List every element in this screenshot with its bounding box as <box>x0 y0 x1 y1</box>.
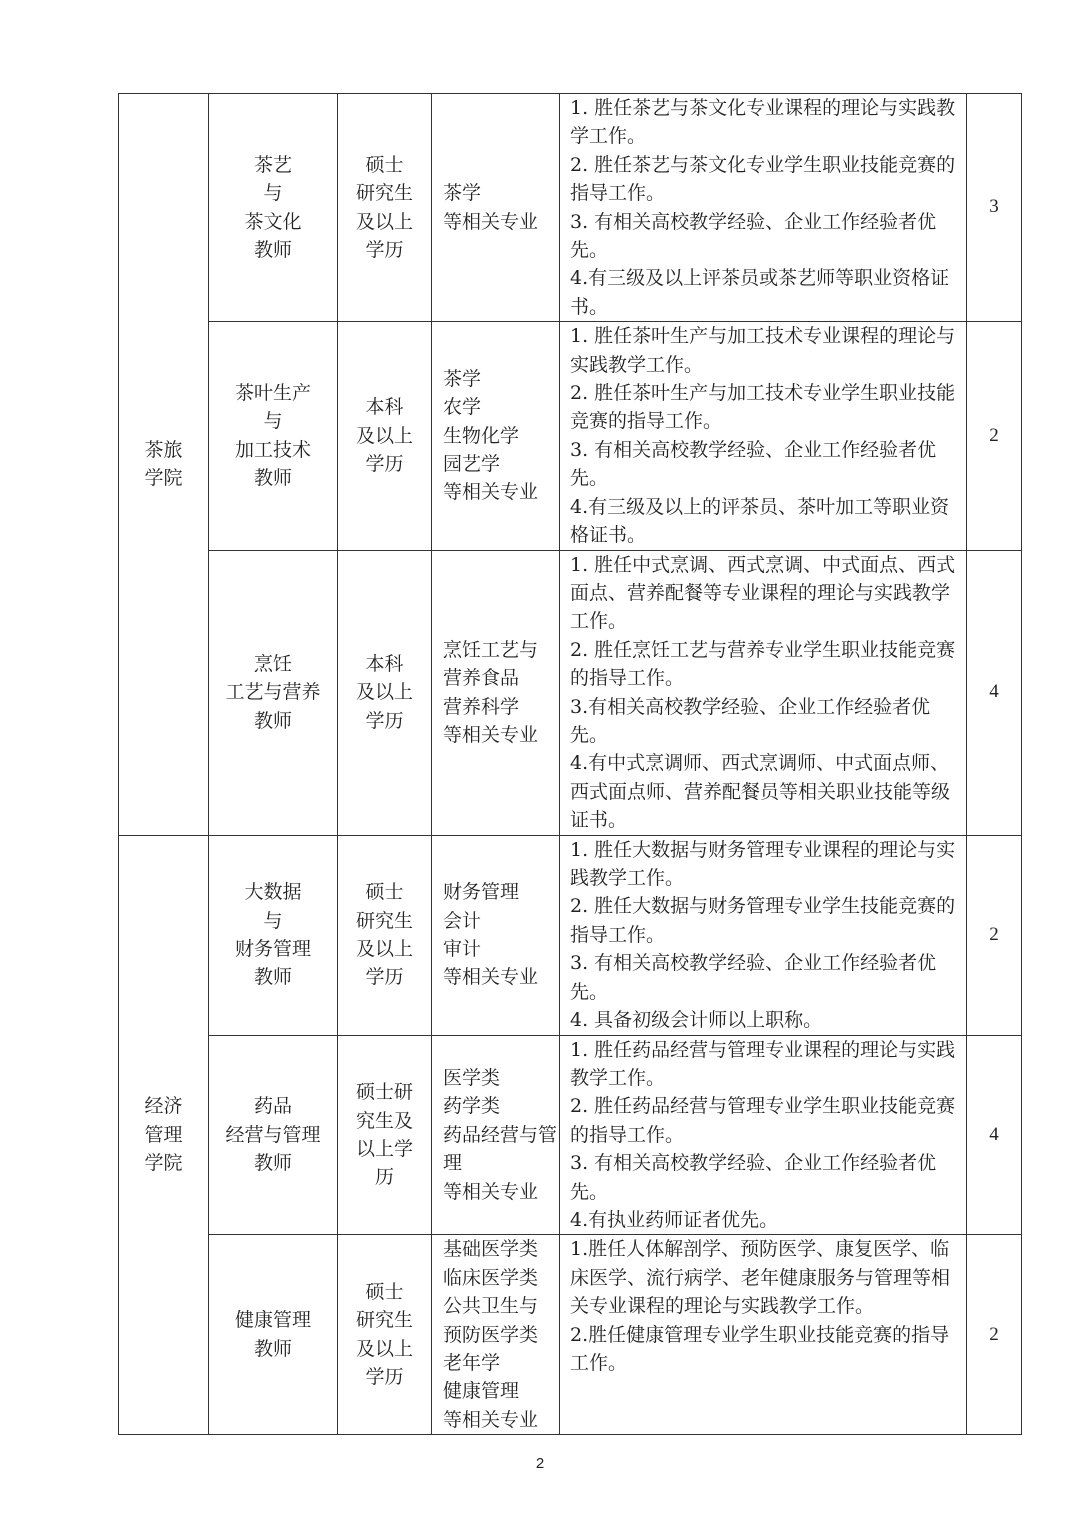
headcount-cell: 4 <box>967 1035 1022 1235</box>
education-cell: 硕士 研究生 及以上 学历 <box>338 1235 432 1435</box>
table-row <box>119 94 1022 322</box>
headcount-cell: 2 <box>967 1235 1022 1435</box>
table-row <box>119 1035 1022 1235</box>
major-cell: 医学类 药学类 药品经营与管 理 等相关专业 <box>432 1035 560 1235</box>
education-cell: 本科 及以上 学历 <box>338 550 432 835</box>
position-cell: 药品 经营与管理 教师 <box>209 1035 338 1235</box>
major-cell: 茶学 农学 生物化学 园艺学 等相关专业 <box>432 322 560 550</box>
position-cell: 健康管理 教师 <box>209 1235 338 1435</box>
education-cell: 硕士 研究生 及以上 学历 <box>338 94 432 322</box>
table-row <box>119 322 1022 550</box>
table-row <box>119 550 1022 835</box>
position-cell: 茶艺 与 茶文化 教师 <box>209 94 338 322</box>
requirements-cell: 1. 胜任大数据与财务管理专业课程的理论与实践教学工作。 2. 胜任大数据与财务管理专业学生技能竞赛的指导工作。 3. 有相关高校教学经验、企业工作经验者优先。 4. 具备初级会计师以上职称。 <box>560 835 967 1035</box>
recruitment-table <box>118 93 1022 1435</box>
headcount-cell: 4 <box>967 550 1022 835</box>
table-row <box>119 1235 1022 1435</box>
headcount-cell: 2 <box>967 835 1022 1035</box>
requirements-cell: 1.胜任人体解剖学、预防医学、康复医学、临床医学、流行病学、老年健康服务与管理等相关专业课程的理论与实践教学工作。 2.胜任健康管理专业学生职业技能竞赛的指导工作。 <box>560 1235 967 1435</box>
department-cell: 茶旅 学院 <box>119 94 209 836</box>
major-cell: 茶学 等相关专业 <box>432 94 560 322</box>
requirements-cell: 1. 胜任药品经营与管理专业课程的理论与实践教学工作。 2. 胜任药品经营与管理专业学生职业技能竞赛的指导工作。 3. 有相关高校教学经验、企业工作经验者优先。 4.有执业药师证者优先。 <box>560 1035 967 1235</box>
major-cell: 烹饪工艺与 营养食品 营养科学 等相关专业 <box>432 550 560 835</box>
major-cell: 基础医学类 临床医学类 公共卫生与 预防医学类 老年学 健康管理 等相关专业 <box>432 1235 560 1435</box>
page-number: 2 <box>535 1455 545 1472</box>
requirements-cell: 1. 胜任中式烹调、西式烹调、中式面点、西式面点、营养配餐等专业课程的理论与实践教学工作。 2. 胜任烹饪工艺与营养专业学生职业技能竞赛的指导工作。 3.有相关高校教学经验、企业工作经验者优先。 4.有中式烹调师、西式烹调师、中式面点师、西式面点师、营养配餐员等相关职业技能等级证书。 <box>560 550 967 835</box>
education-cell: 硕士 研究生 及以上 学历 <box>338 835 432 1035</box>
headcount-cell: 2 <box>967 322 1022 550</box>
requirements-cell: 1. 胜任茶艺与茶文化专业课程的理论与实践教学工作。 2. 胜任茶艺与茶文化专业学生职业技能竞赛的指导工作。 3. 有相关高校教学经验、企业工作经验者优先。 4.有三级及以上评茶员或茶艺师等职业资格证书。 <box>560 94 967 322</box>
department-cell: 经济 管理 学院 <box>119 835 209 1435</box>
major-cell: 财务管理 会计 审计 等相关专业 <box>432 835 560 1035</box>
education-cell: 本科 及以上 学历 <box>338 322 432 550</box>
headcount-cell: 3 <box>967 94 1022 322</box>
requirements-cell: 1. 胜任茶叶生产与加工技术专业课程的理论与实践教学工作。 2. 胜任茶叶生产与加工技术专业学生职业技能竞赛的指导工作。 3. 有相关高校教学经验、企业工作经验者优先。 4.有三级及以上的评茶员、茶叶加工等职业资格证书。 <box>560 322 967 550</box>
position-cell: 大数据 与 财务管理 教师 <box>209 835 338 1035</box>
education-cell: 硕士研 究生及 以上学 历 <box>338 1035 432 1235</box>
position-cell: 茶叶生产 与 加工技术 教师 <box>209 322 338 550</box>
position-cell: 烹饪 工艺与营养 教师 <box>209 550 338 835</box>
table-row <box>119 835 1022 1035</box>
